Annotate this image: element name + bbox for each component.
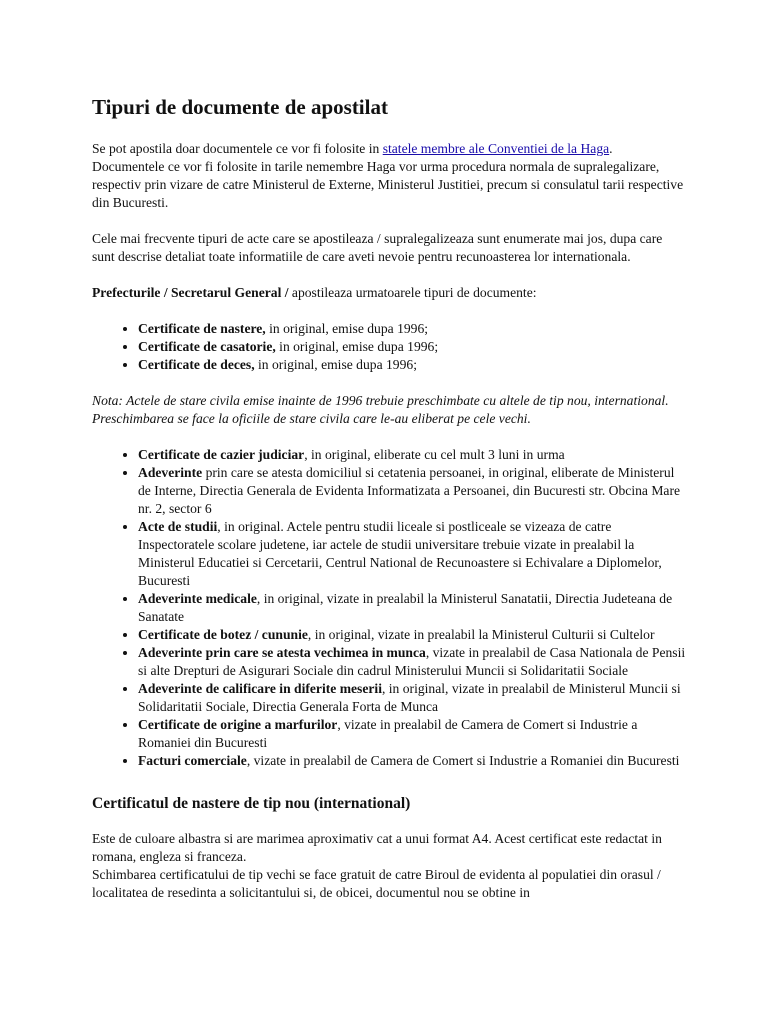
list-item: [138, 356, 688, 374]
list-item: [138, 680, 688, 716]
list-item-text: prin care se atesta domiciliul si cetatenia persoanei, in original, eliberate de Ministerul de Interne, Directia Generala de Evidenta Informatizata a Persoanei, din Bucuresti str. Obcina Mare nr. 2, sector 6: [138, 465, 681, 516]
list-item: [138, 626, 688, 644]
list-item: [138, 446, 688, 464]
list-item-text: , in original. Actele pentru studii liceale si postliceale se vizeaza de catre Inspectoratele scolare judetene, iar actele de studii universitare trebuie vizate in prealabil la Ministerul Educatiei si Cercetarii, Centrul National de Recunoastere si Echivalare a Diplomelor, Bucuresti: [138, 519, 662, 588]
list-item-bold: Facturi comerciale: [138, 753, 247, 768]
prefecture-bold: Prefecturile / Secretarul General /: [92, 285, 289, 300]
list-item-bold: Certificate de cazier judiciar: [138, 447, 305, 462]
hague-convention-link[interactable]: statele membre ale Conventiei de la Haga: [382, 141, 610, 156]
list-item-text: , vizate in prealabil de Casa Nationala de Pensii si alte Drepturi de Asigurari Sociale din cadrul Ministerului Muncii si Solidaritatii Sociale: [138, 645, 686, 678]
list-item-text: , in original, eliberate cu cel mult 3 luni in urma: [304, 447, 565, 462]
note-text: Nota: Actele de stare civila emise inainte de 1996 trebuie preschimbate cu altele de tip nou, international. Preschimbarea se face la oficiile de stare civila care le-au eliberat pe cele vechi.: [92, 393, 669, 426]
list-item-text: in original, emise dupa 1996;: [254, 357, 417, 372]
list-item-text: , in original, vizate in prealabil la Ministerul Sanatatii, Directia Judeteana de Sanatate: [138, 591, 673, 624]
list-item-text: , in original, vizate in prealabil la Ministerul Culturii si Cultelor: [307, 627, 655, 642]
list-item-text: in original, emise dupa 1996;: [275, 339, 439, 354]
list-item-text: , vizate in prealabil de Camera de Comert si Industrie a Romaniei din Bucuresti: [138, 717, 638, 750]
list-item: [138, 464, 688, 518]
list-item: [138, 644, 688, 680]
section-heading: Certificatul de nastere de tip nou (international): [92, 795, 411, 812]
list-item-bold: Adeverinte medicale: [138, 591, 257, 606]
list-item: [138, 590, 688, 626]
list-item-bold: Certificate de deces,: [138, 357, 255, 372]
prefecture-rest: apostileaza urmatoarele tipuri de documente:: [288, 285, 537, 300]
prefecture-paragraph: [92, 284, 688, 302]
list-item-bold: Acte de studii: [138, 519, 218, 534]
exchange-paragraph: Schimbarea certificatului de tip vechi se face gratuit de catre Biroul de evidenta al populatiei din orasul / localitatea de resedinta a solicitantului si, de obicei, documentul nou se obtine in: [92, 867, 661, 900]
civil-documents-list: [92, 320, 688, 374]
page-title: Tipuri de documente de apostilat: [92, 95, 388, 119]
list-item-bold: Adeverinte de calificare in diferite meserii: [138, 681, 382, 696]
frequent-types-paragraph: Cele mai frecvente tipuri de acte care se apostileaza / supralegalizeaza sunt enumerate mai jos, dupa care sunt descrise detaliat toate informatiile de care aveti nevoie pentru recunoasterea lor internationala.: [92, 231, 663, 264]
color-paragraph: Este de culoare albastra si are marimea aproximativ cat a unui format A4. Acest certificat este redactat in romana, engleza si franceza.: [92, 831, 662, 864]
other-documents-list: [92, 446, 688, 770]
list-item: [138, 518, 688, 590]
list-item-text: , in original, vizate in prealabil de Ministerul Muncii si Solidaritatii Sociale, Directia Generala Forta de Munca: [138, 681, 681, 714]
intro-text-after: . Documentele ce vor fi folosite in tarile nemembre Haga vor urma procedura normala de supralegalizare, respectiv prin vizare de catre Ministerul de Externe, Ministerul Justitiei, precum si consulatul tarii respective din Bucuresti.: [92, 141, 684, 210]
list-item: [138, 716, 688, 752]
list-item-bold: Certificate de casatorie,: [138, 339, 276, 354]
list-item-bold: Certificate de nastere,: [138, 321, 266, 336]
list-item-bold: Certificate de origine a marfurilor: [138, 717, 338, 732]
list-item: [138, 320, 688, 338]
list-item: [138, 752, 688, 770]
list-item: [138, 338, 688, 356]
list-item-bold: Adeverinte: [138, 465, 203, 480]
list-item-bold: Certificate de botez / cununie: [138, 627, 308, 642]
note-paragraph: [92, 392, 688, 428]
list-item-text: , vizate in prealabil de Camera de Comert si Industrie a Romaniei din Bucuresti: [246, 753, 680, 768]
list-item-text: in original, emise dupa 1996;: [265, 321, 429, 336]
intro-paragraph: [92, 140, 688, 212]
list-item-bold: Adeverinte prin care se atesta vechimea in munca: [138, 645, 426, 660]
intro-text-before: Se pot apostila doar documentele ce vor fi folosite in: [92, 141, 383, 156]
